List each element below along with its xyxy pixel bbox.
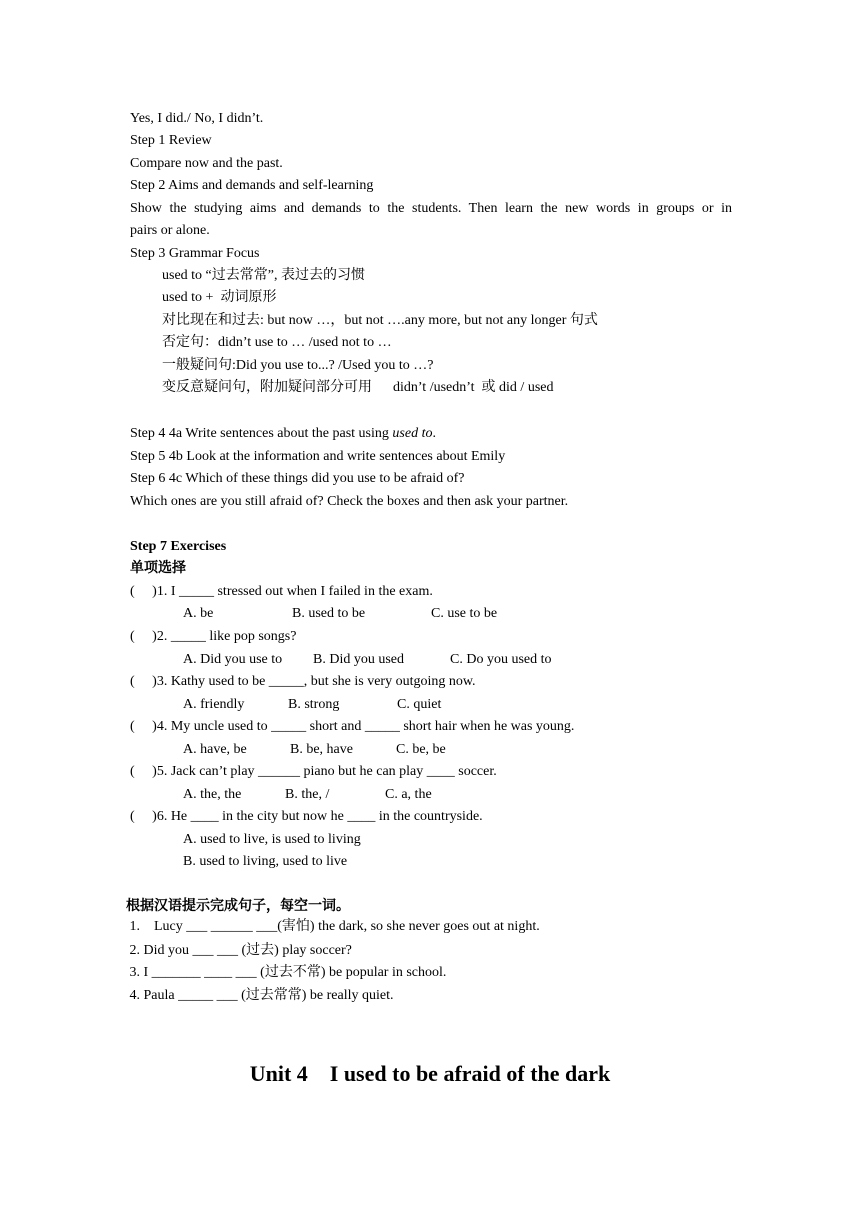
step3-heading: Step 3 Grammar Focus [130, 246, 260, 261]
step4-text: Step 4 4a Write sentences about the past using [130, 426, 393, 441]
mc-option-c: C. a, the [385, 787, 432, 802]
step7-heading: Step 7 Exercises [130, 539, 227, 554]
mc-option-b: B. used to living, used to live [183, 854, 348, 869]
answer-line: Yes, I did./ No, I didn’t. [130, 111, 264, 126]
mc-question: ( )5. Jack can’t play ______ piano but he can play ____ soccer. [130, 764, 497, 779]
mc-option-c: C. Do you used to [450, 652, 552, 667]
step5-line: Step 5 4b Look at the information and write sentences about Emily [130, 449, 506, 464]
mc-option-c: C. be, be [396, 742, 446, 757]
mc-option-a: A. friendly [183, 697, 245, 712]
mc-option-b: B. be, have [290, 742, 353, 757]
step6-line2: Which ones are you still afraid of? Check the boxes and then ask your partner. [130, 494, 569, 509]
mc-option-a: A. the, the [183, 787, 242, 802]
unit-title: Unit 4 I used to be afraid of the dark [249, 1061, 611, 1086]
mc-question: ( )6. He ____ in the city but now he ____ in the countryside. [130, 809, 483, 824]
mc-option-b: B. Did you used [313, 652, 404, 667]
mc-option-c: C. quiet [397, 697, 442, 712]
fill-item: 4. Paula _____ ___ (过去常常) be really quiet. [126, 988, 394, 1003]
step4-suffix: . [432, 426, 436, 441]
step1-text: Compare now and the past. [130, 156, 283, 171]
mc-option-b: B. the, / [285, 787, 330, 802]
fill-item: 3. I _______ ____ ___ (过去不常) be popular in school. [126, 965, 447, 980]
step2-text-line2: pairs or alone. [130, 223, 210, 238]
mc-question: ( )2. _____ like pop songs? [130, 629, 297, 644]
step2-heading: Step 2 Aims and demands and self-learning [130, 178, 374, 193]
mc-option-a: A. used to live, is used to living [183, 832, 361, 847]
mc-option-b: B. strong [288, 697, 340, 712]
mc-question: ( )3. Kathy used to be _____, but she is very outgoing now. [130, 674, 476, 689]
fill-heading: 根据汉语提示完成句子，每空一词。 [126, 899, 350, 914]
mc-question: ( )1. I _____ stressed out when I failed in the exam. [130, 584, 433, 599]
step4-line [130, 425, 436, 443]
fill-item: 2. Did you ___ ___ (过去) play soccer? [126, 943, 352, 958]
mc-heading: 单项选择 [130, 561, 186, 576]
grammar-point: used to “过去常常”, 表过去的习惯 [162, 268, 365, 283]
mc-option-a: A. be [183, 606, 214, 621]
step1-heading: Step 1 Review [130, 133, 212, 148]
step4-italic: used to [392, 426, 433, 441]
grammar-point: 对比现在和过去: but now …，but not ….any more, but not any longer 句式 [162, 313, 598, 328]
mc-option-b: B. used to be [292, 606, 366, 621]
grammar-point: 否定句：didn’t use to … /used not to … [162, 335, 392, 350]
mc-question: ( )4. My uncle used to _____ short and _____ short hair when he was young. [130, 719, 575, 734]
mc-option-c: C. use to be [431, 606, 498, 621]
grammar-point: 变反意疑问句，附加疑问部分可用 didn’t /usedn’t 或 did / used [162, 380, 554, 395]
mc-option-a: A. have, be [183, 742, 247, 757]
fill-item: 1. Lucy ___ ______ ___(害怕) the dark, so she never goes out at night. [126, 919, 540, 934]
step6-line1: Step 6 4c Which of these things did you use to be afraid of? [130, 471, 465, 486]
grammar-point: 一般疑问句:Did you use to...? /Used you to …? [162, 358, 434, 373]
grammar-point: used to + 动词原形 [162, 290, 277, 305]
mc-option-a: A. Did you use to [183, 652, 283, 667]
step2-text-line1: Show the studying aims and demands to the students. Then learn the new words in groups or in [130, 201, 732, 216]
